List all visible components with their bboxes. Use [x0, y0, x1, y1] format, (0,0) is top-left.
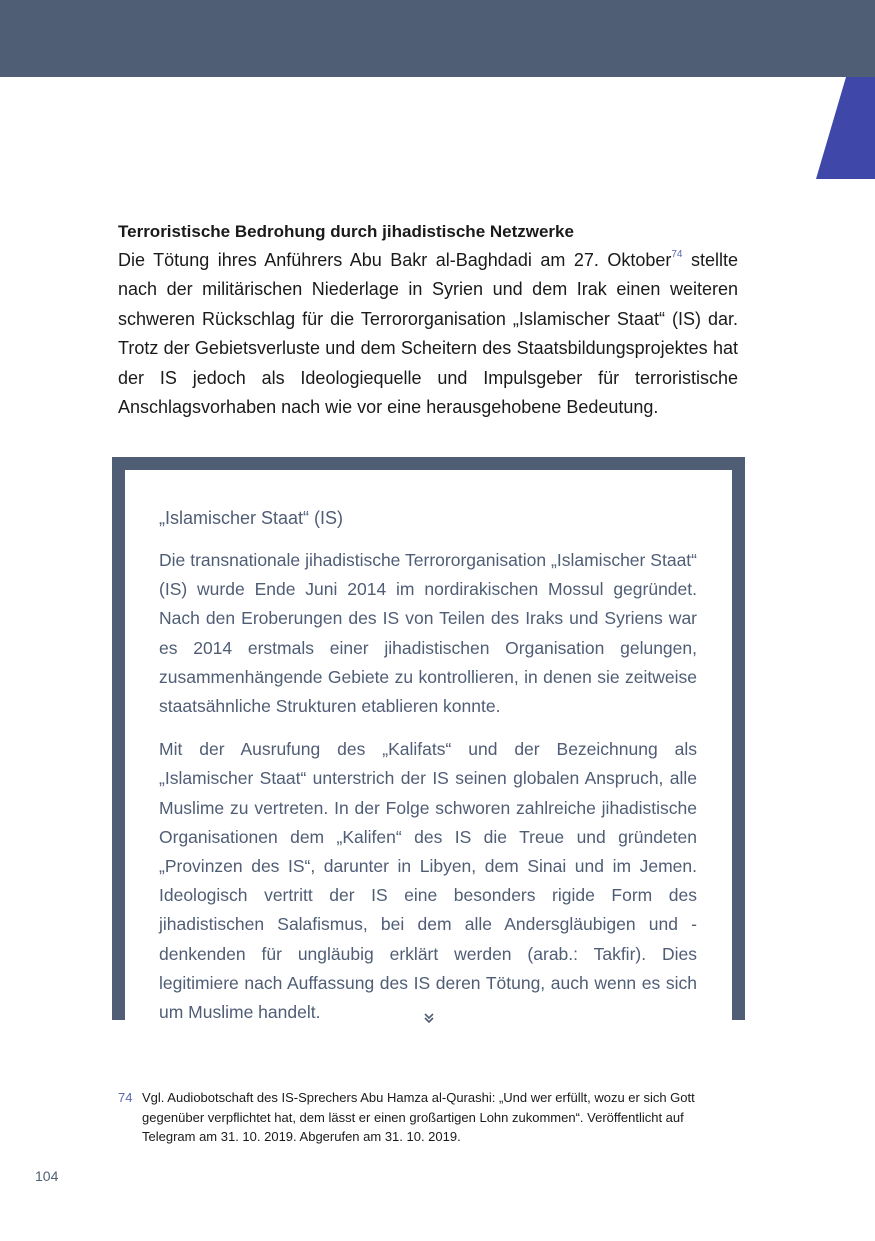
- footnote-text: Vgl. Audiobotschaft des IS-Sprechers Abu Hamza al-Qurashi: „Und wer erfüllt, wozu er sich Gott gegenüber verpflichtet hat, dem lässt er einen großartigen Lohn zukommen“. Veröffentlicht auf Telegram am 31. 10. 2019. Abgerufen am 31. 10. 2019.: [142, 1090, 695, 1144]
- info-box-paragraph: Mit der Ausrufung des „Kalifats“ und der Bezeichnung als „Islamischer Staat“ unterstrich der IS seinen globalen Anspruch, alle Muslime zu vertreten. In der Folge schworen zahlreiche jihadistische Organisationen dem „Kalifen“ des IS die Treue und gründeten „Provinzen des IS“, darunter in Libyen, dem Sinai und im Jemen. Ideologisch vertritt der IS eine besonders rigide Form des jihadistischen Salafismus, bei dem alle Andersgläubigen und -denkenden für ungläubig erklärt werden (arab.: Takfir). Dies legitimiere nach Auffassung des IS deren Tötung, auch wenn es sich um Muslime handelt.: [159, 739, 697, 1023]
- double-chevron-down-icon: [125, 1012, 732, 1027]
- footnote-reference[interactable]: 74: [671, 249, 683, 260]
- header-band: [0, 0, 875, 77]
- info-box-paragraph: Die transnationale jihadistische Terrororganisation „Islamischer Staat“ (IS) wurde Ende Juni 2014 im nordirakischen Mossul gegründet. Nach den Eroberungen des IS von Teilen des Iraks und Syriens war es 2014 erstmals einer jihadistischen Organisation gelungen, zusammenhängende Gebiete zu kontrollieren, in denen sie zeitweise staatsähnliche Strukturen etablieren konnte.: [159, 550, 697, 717]
- info-box-panel: [125, 470, 732, 1023]
- section-body-text-start: Die Tötung ihres Anführers Abu Bakr al-Baghdadi am 27. Oktober: [118, 250, 672, 270]
- section-heading: Terroristische Bedrohung durch jihadistische Netzwerke: [118, 222, 574, 241]
- section-body: [118, 246, 738, 422]
- page-number: 104: [35, 1168, 59, 1184]
- section-body-text-end: stellte nach der militärischen Niederlage in Syrien und dem Irak einen weiteren schweren Rückschlag für die Terrororganisation „Islamischer Staat“ (IS) dar. Trotz der Gebietsverluste und dem Scheitern des Staatsbildungsprojektes hat der IS jedoch als Ideologiequelle und Impulsgeber für terroristische Anschlagsvorhaben nach wie vor eine herausgehobene Bedeutung.: [118, 250, 738, 418]
- footnote-number: 74: [118, 1090, 133, 1105]
- footnote: [118, 1088, 738, 1147]
- main-section: [118, 217, 738, 422]
- info-box-content: [159, 504, 697, 1041]
- info-box: [112, 457, 745, 1023]
- chapter-tab-marker: [816, 77, 875, 179]
- info-box-title: „Islamischer Staat“ (IS): [159, 508, 344, 528]
